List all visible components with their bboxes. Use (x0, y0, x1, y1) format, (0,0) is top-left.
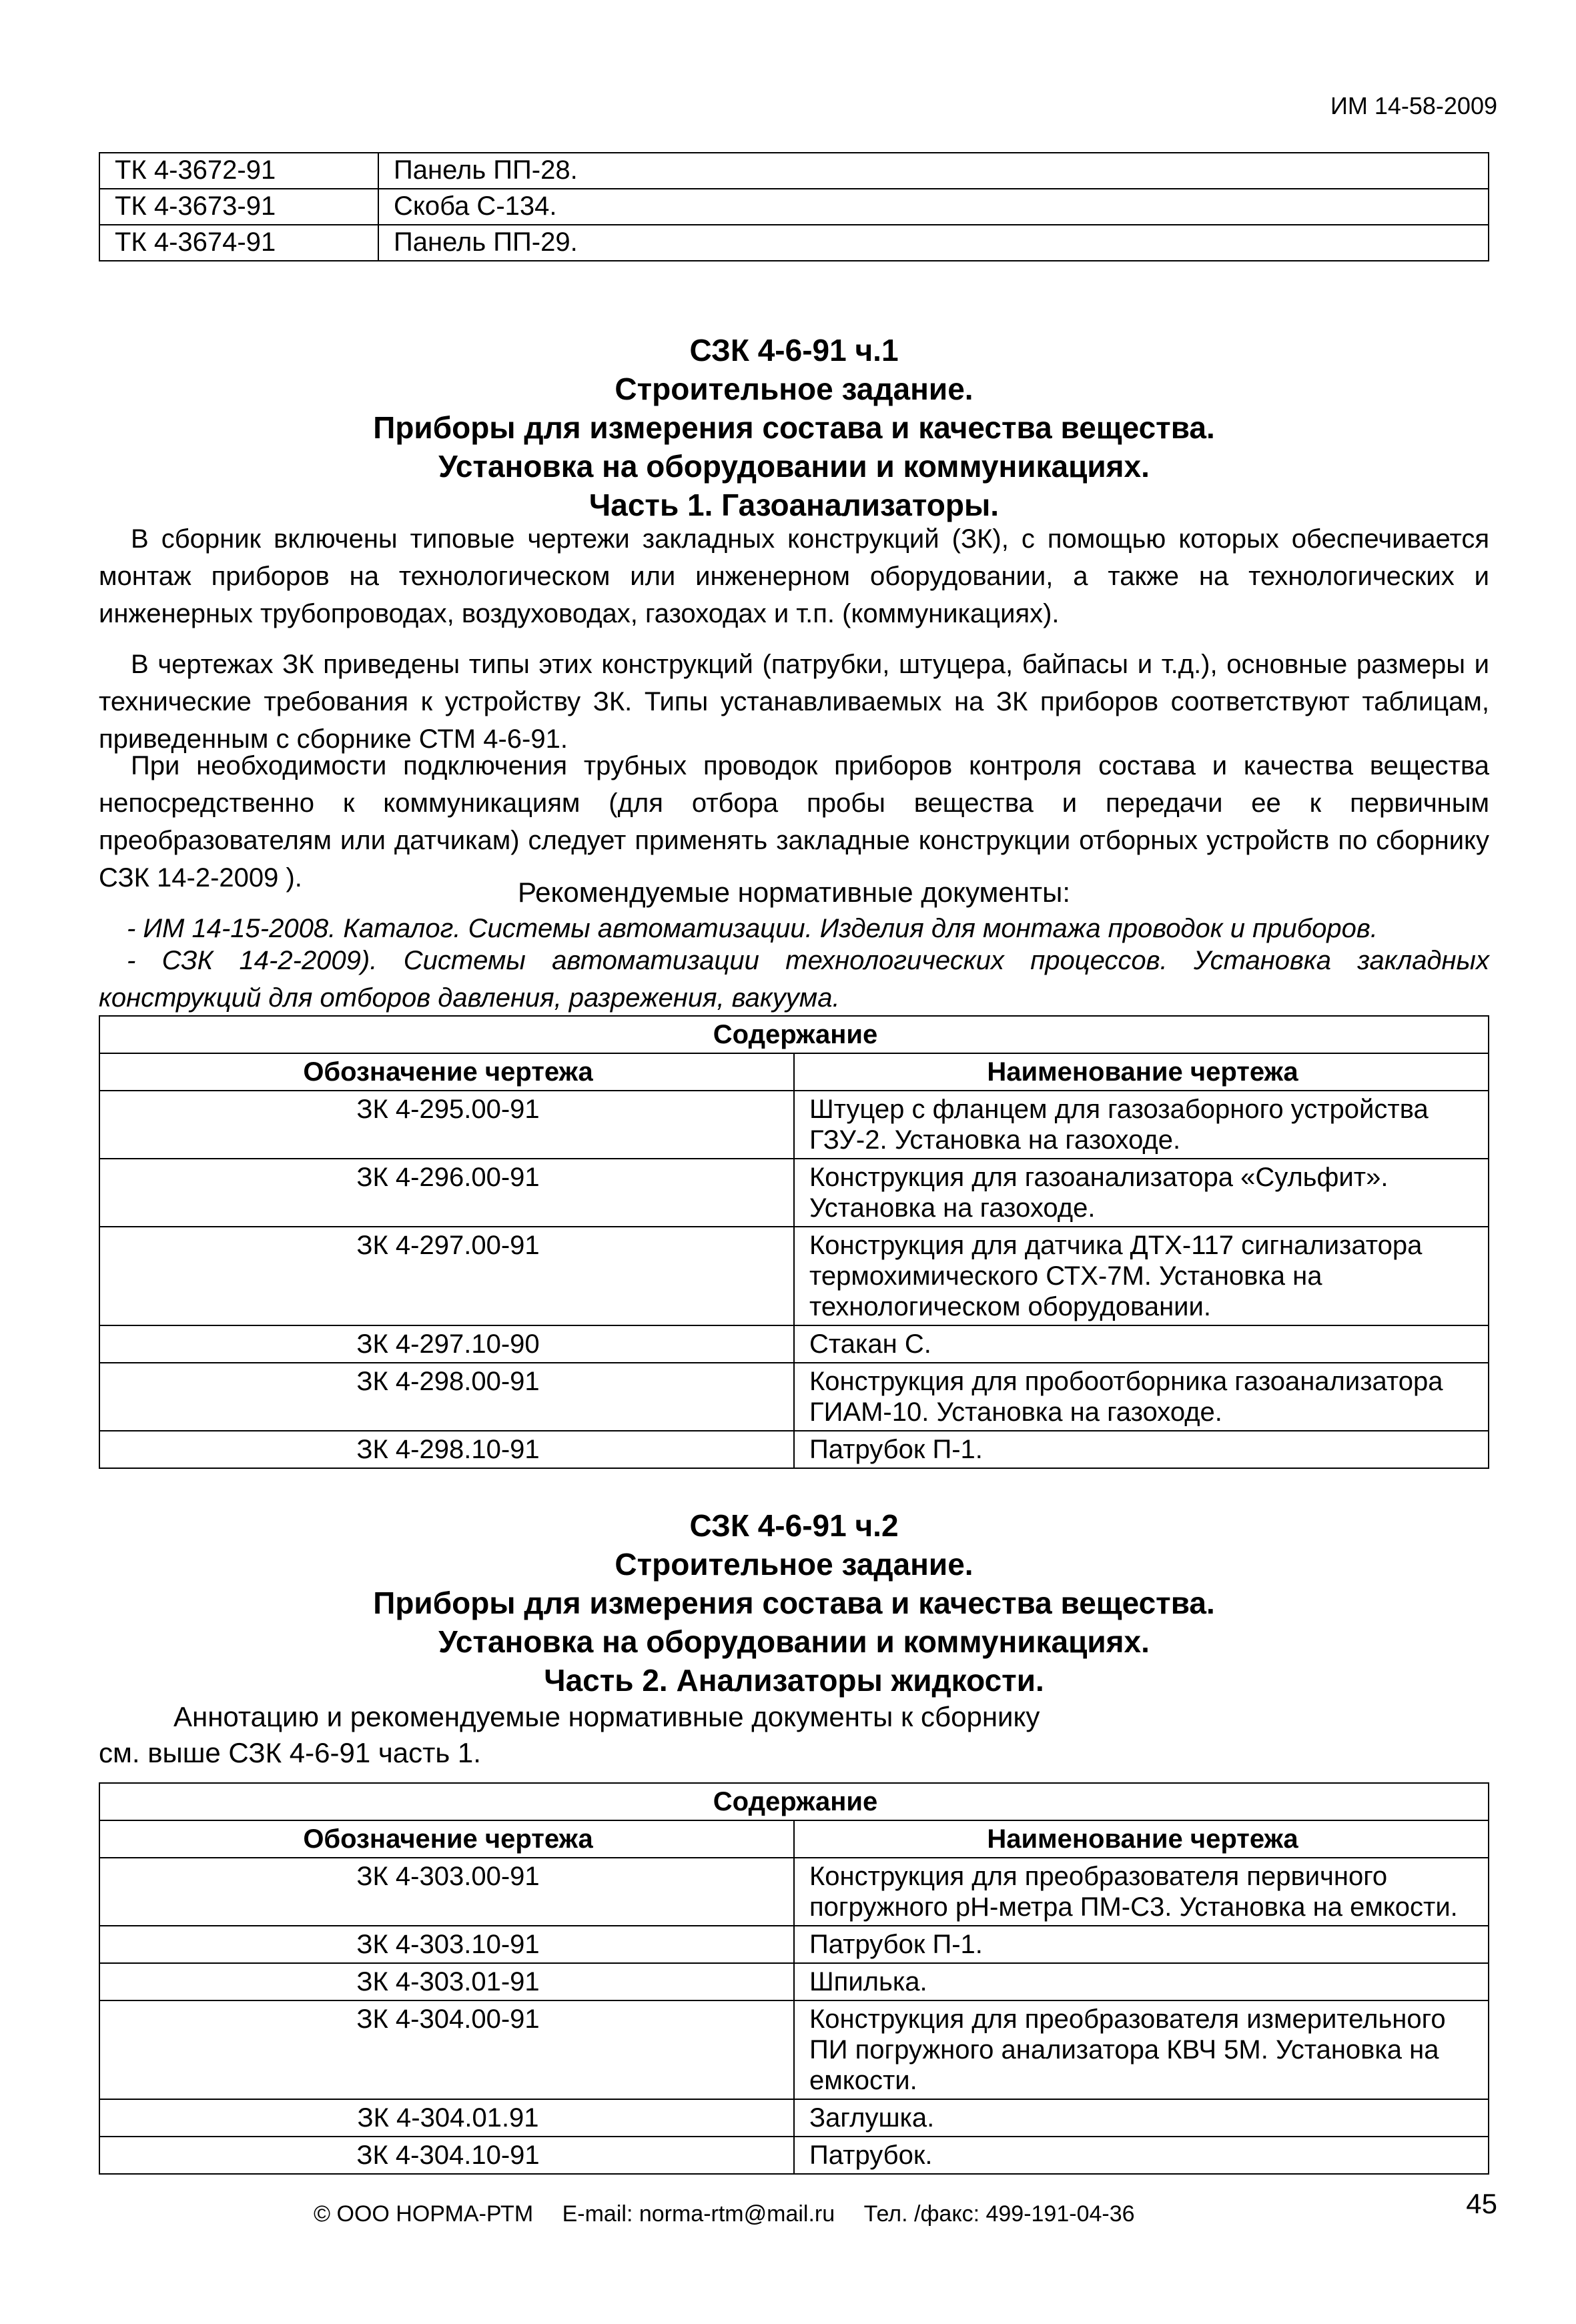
section1-part: Часть 1. Газоанализаторы. (588, 488, 1000, 522)
code-cell: ЗК 4-304.00-91 (99, 2000, 794, 2099)
name-cell: Конструкция для газоанализатора «Сульфит». Установка на газоходе. (794, 1159, 1489, 1227)
name-cell: Патрубок П-1. (794, 1431, 1489, 1468)
page-number: 45 (1466, 2188, 1497, 2219)
name-cell: Конструкция для преобразователя измерительного ПИ погружного анализатора КВЧ 5М. Установка на емкости. (794, 2000, 1489, 2099)
table-row (99, 1091, 1489, 1159)
code-cell: ЗК 4-298.10-91 (99, 1431, 794, 1468)
name-cell: Патрубок. (794, 2137, 1489, 2174)
document-code: ИМ 14-58-2009 (1330, 92, 1497, 119)
column-header-name: Наименование чертежа (794, 1820, 1489, 1858)
code-cell: ЗК 4-303.01-91 (99, 1963, 794, 2000)
code-cell: ЗК 4-297.10-90 (99, 1325, 794, 1363)
section1-paragraph-3: При необходимости подключения трубных проводок приборов контроля состава и качества вещества непосредственно к коммуникациям (для отбора пробы вещества и передачи ее к первичным преобразователям или датчикам) следует применять закладные конструкции отборных устройств по сборнику СЗК 14-2-2009 ). (99, 751, 1489, 893)
top-reference-table (99, 152, 1489, 261)
name-cell: Шпилька. (794, 1963, 1489, 2000)
table-caption: Содержание (99, 1016, 1489, 1053)
section2-code: СЗК 4-6-91 ч.2 (689, 1508, 899, 1543)
table-row (99, 225, 1489, 261)
table-row (99, 1963, 1489, 2000)
column-header-code: Обозначение чертежа (99, 1820, 794, 1858)
section2-part: Часть 2. Анализаторы жидкости. (544, 1663, 1044, 1698)
table-row (99, 1926, 1489, 1963)
table-row (99, 2000, 1489, 2099)
section2-contents-table (99, 1782, 1489, 2175)
code-cell: ЗК 4-298.00-91 (99, 1363, 794, 1431)
code-cell: ЗК 4-295.00-91 (99, 1091, 794, 1159)
code-cell: ТК 4-3673-91 (99, 189, 378, 225)
footer-email: E-mail: norma-rtm@mail.ru (562, 2201, 835, 2227)
table-caption-row (99, 1783, 1489, 1820)
name-cell: Заглушка. (794, 2099, 1489, 2137)
section1-subtitle: Строительное задание. (615, 372, 973, 406)
table-row (99, 1858, 1489, 1926)
column-header-name: Наименование чертежа (794, 1053, 1489, 1091)
recommended-doc-item: - СЗК 14-2-2009). Системы автоматизации технологических процессов. Установка закладных конструкций для отборов давления, разрежения, вакуума. (99, 946, 1489, 1013)
section2-subtitle: Строительное задание. (615, 1547, 973, 1582)
footer (314, 2201, 1158, 2227)
code-cell: ЗК 4-304.10-91 (99, 2137, 794, 2174)
code-cell: ЗК 4-297.00-91 (99, 1227, 794, 1325)
footer-org: © ООО НОРМА-РТМ (314, 2201, 534, 2227)
section2-subtitle: Установка на оборудовании и коммуникациях. (438, 1624, 1150, 1659)
table-header-row (99, 1053, 1489, 1091)
table-row (99, 1325, 1489, 1363)
column-header-code: Обозначение чертежа (99, 1053, 794, 1091)
section1-contents-table (99, 1015, 1489, 1469)
table-row (99, 1159, 1489, 1227)
code-cell: ЗК 4-303.00-91 (99, 1858, 794, 1926)
name-cell: Скоба С-134. (378, 189, 1489, 225)
section1-heading (99, 331, 1489, 524)
section1-paragraph-2: В чертежах ЗК приведены типы этих конструкций (патрубки, штуцера, байпасы и т.д.), основные размеры и технические требования к устройству ЗК. Типы устанавливаемых на ЗК приборов соответствуют таблицам, приведенным с сборнике СТМ 4-6-91. (99, 650, 1489, 754)
name-cell: Стакан С. (794, 1325, 1489, 1363)
table-row (99, 189, 1489, 225)
footer-phone: Тел. /факс: 499-191-04-36 (863, 2201, 1135, 2227)
name-cell: Конструкция для пробоотборника газоанализатора ГИАМ-10. Установка на газоходе. (794, 1363, 1489, 1431)
table-row (99, 1431, 1489, 1468)
code-cell: ТК 4-3672-91 (99, 153, 378, 189)
name-cell: Панель ПП-28. (378, 153, 1489, 189)
section1-subtitle: Установка на оборудовании и коммуникациях. (438, 449, 1150, 484)
section2-note-line: Аннотацию и рекомендуемые нормативные документы к сборнику (173, 1701, 1040, 1732)
name-cell: Патрубок П-1. (794, 1926, 1489, 1963)
code-cell: ЗК 4-303.10-91 (99, 1926, 794, 1963)
section2-heading (99, 1506, 1489, 1700)
name-cell: Штуцер с фланцем для газозаборного устройства ГЗУ-2. Установка на газоходе. (794, 1091, 1489, 1159)
recommended-doc-item: - ИМ 14-15-2008. Каталог. Системы автоматизации. Изделия для монтажа проводок и приборов. (127, 914, 1378, 943)
name-cell: Конструкция для датчика ДТХ-117 сигнализатора термохимического СТХ-7М. Установка на технологическом оборудовании. (794, 1227, 1489, 1325)
table-row (99, 1227, 1489, 1325)
section1-code: СЗК 4-6-91 ч.1 (689, 333, 899, 368)
code-cell: ТК 4-3674-91 (99, 225, 378, 261)
code-cell: ЗК 4-296.00-91 (99, 1159, 794, 1227)
table-row (99, 1363, 1489, 1431)
table-caption: Содержание (99, 1783, 1489, 1820)
recommended-docs-title: Рекомендуемые нормативные документы: (517, 877, 1071, 908)
name-cell: Панель ПП-29. (378, 225, 1489, 261)
section2-subtitle: Приборы для измерения состава и качества вещества. (373, 1586, 1215, 1620)
code-cell: ЗК 4-304.01.91 (99, 2099, 794, 2137)
section1-paragraph-1: В сборник включены типовые чертежи закладных конструкций (ЗК), с помощью которых обеспечивается монтаж приборов на технологическом или инженерном оборудовании, а также на технологических и инженерных трубопроводах, воздуховодах, газоходах и т.п. (коммуникациях). (99, 524, 1489, 628)
table-caption-row (99, 1016, 1489, 1053)
section1-subtitle: Приборы для измерения состава и качества вещества. (373, 410, 1215, 445)
table-header-row (99, 1820, 1489, 1858)
section2-note-line: см. выше СЗК 4-6-91 часть 1. (99, 1737, 481, 1768)
table-row (99, 2137, 1489, 2174)
table-row (99, 153, 1489, 189)
table-row (99, 2099, 1489, 2137)
name-cell: Конструкция для преобразователя первичного погружного pH-метра ПМ-С3. Установка на емкости. (794, 1858, 1489, 1926)
